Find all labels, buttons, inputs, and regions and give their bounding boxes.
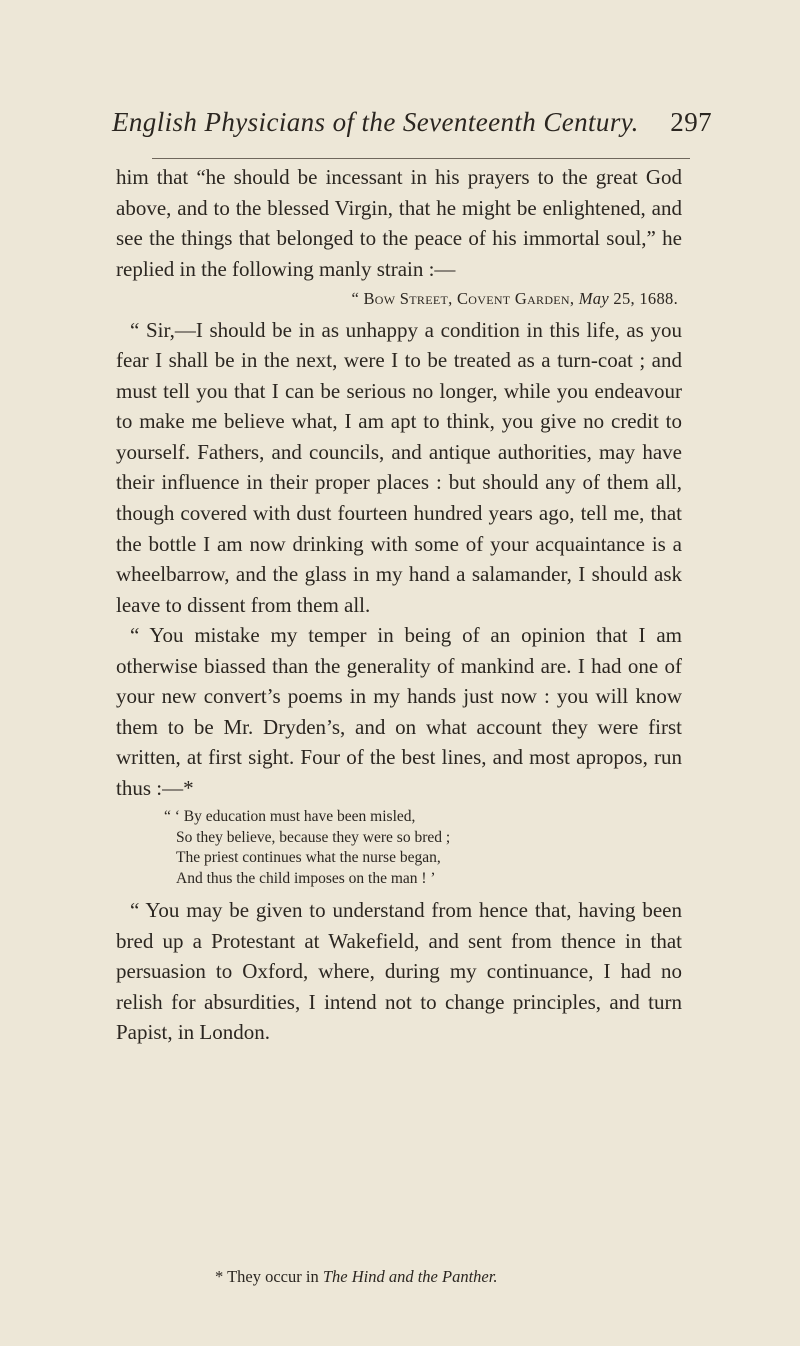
paragraph-3: “ You mistake my temper in being of an opinion that I am otherwise biassed than the generality of mankind are. I had one of your new convert’s poems in my hands just now : you will know them to be Mr. Dryden’s, and on what account they were first written, at first sight. Four of the best lines, and most apropos, run thus :—* (116, 623, 682, 800)
paragraph-1: him that “he should be incessant in his prayers to the great God above, and to the blessed Virgin, that he might be enlightened, and see the things that belonged to the peace of his immortal soul,” he replied in the following manly strain :— (116, 165, 682, 281)
footnote-work-title: The Hind and the Panther. (322, 1267, 498, 1286)
verse-line: The priest continues what the nurse began, (176, 849, 441, 867)
header-rule (152, 158, 690, 159)
paragraph-2: “ Sir,—I should be in as unhappy a condition in this life, as you fear I shall be in the next, were I to be treated as a turn-coat ; and must tell you that I can be serious no longer, while you endeavour to make me believe what, I am apt to think, you give no credit to yourself. Fathers, and councils, and antique authorities, may have their influence in their proper places : but should any of them all, though covered with dust fourteen hundred years ago, tell me, that the bottle I am now drinking with some of your acquaintance is a wheelbarrow, and the glass in my hand a salamander, I should ask leave to dissent from them all. (116, 317, 682, 617)
dateline-month: May (578, 289, 609, 309)
footnote-text: * They occur in (215, 1267, 319, 1286)
verse-line: And thus the child imposes on the man ! ’ (176, 869, 436, 887)
running-head-title: English Physicians of the Seventeenth Century. (112, 107, 639, 137)
body-text (116, 162, 682, 1048)
verse-line: So they believe, because they were so bred ; (176, 828, 451, 846)
paragraph-4: “ You may be given to understand from hence that, having been bred up a Protestant at Wakefield, and sent from thence in that persuasion to Oxford, where, during my continuance, I had no relish for absurdities, I intend not to change principles, and turn Papist, in London. (116, 898, 682, 1045)
footnote (215, 1266, 497, 1288)
dateline-place: “ Bow Street, Covent Garden, (351, 289, 575, 309)
page-number: 297 (670, 107, 712, 137)
verse-quotation (116, 807, 682, 889)
letter-dateline (116, 284, 682, 315)
dateline-date: 25, 1688. (613, 289, 678, 309)
verse-line: “ ‘ By education must have been misled, (164, 808, 416, 826)
running-head (112, 104, 712, 140)
